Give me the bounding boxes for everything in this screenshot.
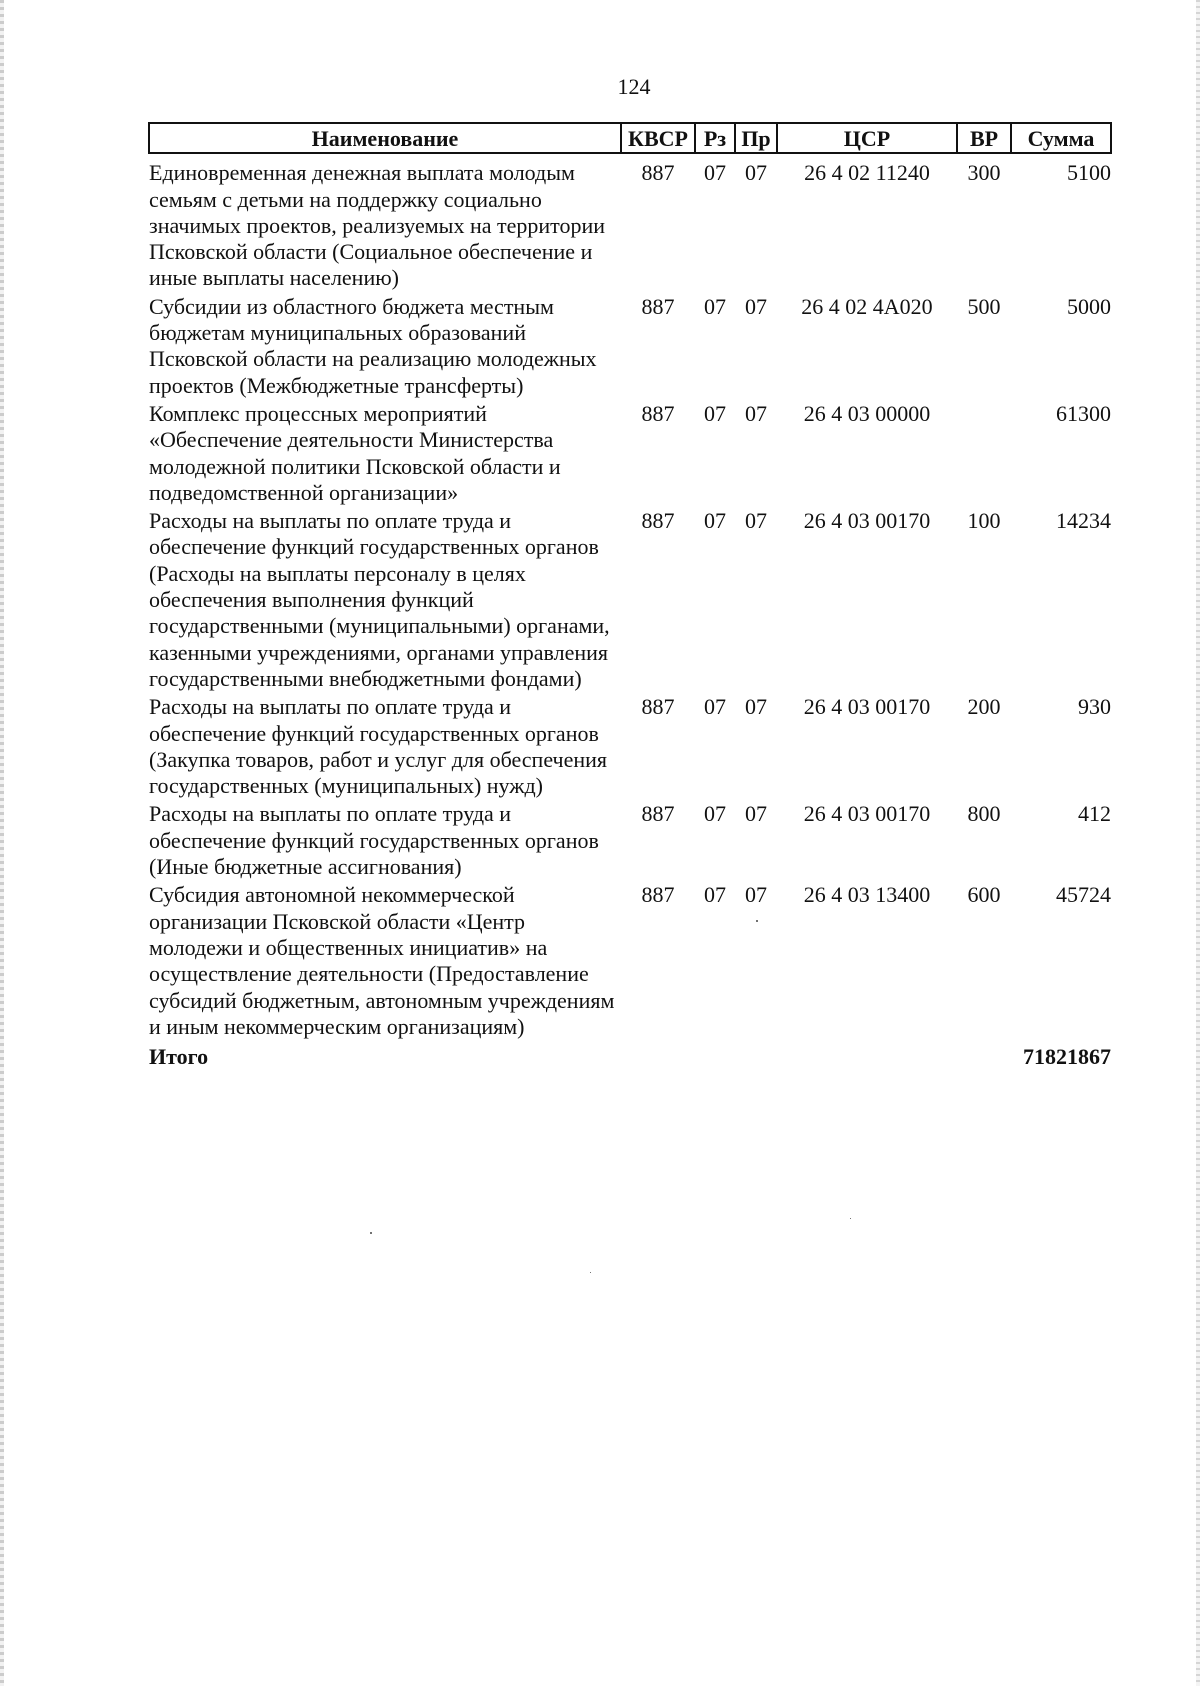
row-sum: 45724 (1056, 882, 1111, 908)
row-csr: 26 4 03 00170 (803, 694, 931, 720)
header-kvsr: КВСР (621, 123, 695, 153)
table-header-row (149, 123, 1111, 153)
row-vr: 600 (967, 882, 1001, 908)
row-vr (957, 399, 1011, 506)
row-kvsr: 887 (641, 694, 675, 720)
row-vr: 800 (967, 801, 1001, 827)
row-vr: 100 (967, 508, 1001, 534)
row-pr: 07 (745, 882, 767, 908)
row-name: Субсидии из областного бюджета местным бюджетам муниципальных образований Псковской области на реализацию молодежных проектов (Межбюджетные трансферты) (149, 293, 597, 398)
row-kvsr: 887 (641, 293, 675, 319)
table-row (149, 399, 1111, 506)
total-empty-cell (777, 1040, 957, 1070)
row-name: Расходы на выплаты по оплате труда и обеспечение функций государственных органов (Расходы на выплаты персоналу в целях обеспечения выполнения функций государственными (муниципальными) органами, казенными учреждениями, органами управления государственными внебюджетными фондами) (149, 508, 610, 691)
row-pr: 07 (745, 694, 767, 720)
total-empty-cell (695, 1040, 735, 1070)
row-vr: 200 (967, 694, 1001, 720)
total-row (149, 1040, 1111, 1070)
table-row (149, 692, 1111, 799)
row-name: Расходы на выплаты по оплате труда и обеспечение функций государственных органов (Закупка товаров, работ и услуг для обеспечения государственных (муниципальных) нужд) (149, 694, 608, 799)
row-name: Комплекс процессных мероприятий «Обеспечение деятельности Министерства молодежной политики Псковской области и подведомственной организации» (149, 400, 561, 505)
row-sum: 5000 (1067, 293, 1111, 319)
table-row (149, 799, 1111, 880)
table-row (149, 880, 1111, 1040)
page-number: 124 (617, 74, 651, 99)
row-pr: 07 (745, 293, 767, 319)
header-rz: Рз (695, 123, 735, 153)
row-kvsr: 887 (641, 801, 675, 827)
header-csr: ЦСР (777, 123, 957, 153)
row-pr: 07 (745, 508, 767, 534)
row-sum: 5100 (1067, 160, 1111, 186)
row-vr: 300 (967, 160, 1001, 186)
total-empty-cell (957, 1040, 1011, 1070)
row-csr: 26 4 02 11240 (804, 160, 930, 186)
row-kvsr: 887 (641, 400, 675, 426)
total-empty-cell (621, 1040, 695, 1070)
row-rz: 07 (704, 160, 726, 186)
scan-speck (850, 1218, 851, 1219)
header-name: Наименование (149, 123, 621, 153)
row-kvsr: 887 (641, 508, 675, 534)
budget-table (148, 122, 1112, 1070)
total-sum: 71821867 (1023, 1044, 1111, 1070)
row-rz: 07 (704, 508, 726, 534)
total-label: Итого (149, 1044, 209, 1070)
row-pr: 07 (745, 801, 767, 827)
row-sum: 412 (1078, 801, 1111, 827)
row-csr: 26 4 03 00170 (803, 801, 931, 827)
scan-speck (370, 1232, 372, 1234)
total-empty-cell (735, 1040, 777, 1070)
row-csr: 26 4 03 13400 (803, 882, 931, 908)
header-pr: Пр (735, 123, 777, 153)
scan-edge-right (1196, 0, 1200, 1686)
scan-speck (756, 920, 758, 922)
row-vr: 500 (967, 293, 1001, 319)
scan-edge-left (0, 0, 4, 1686)
row-csr: 26 4 03 00170 (803, 508, 931, 534)
row-name: Расходы на выплаты по оплате труда и обеспечение функций государственных органов (Иные бюджетные ассигнования) (149, 801, 599, 880)
scan-speck (590, 1272, 591, 1273)
row-kvsr: 887 (641, 882, 675, 908)
row-rz: 07 (704, 694, 726, 720)
row-sum: 930 (1078, 694, 1111, 720)
row-csr: 26 4 02 4А020 (801, 293, 933, 319)
row-rz: 07 (704, 882, 726, 908)
row-name: Единовременная денежная выплата молодым семьям с детьми на поддержку социально значимых проектов, реализуемых на территории Псковской области (Социальное обеспечение и иные выплаты населению) (149, 160, 606, 291)
row-sum: 61300 (1056, 400, 1111, 426)
table-row (149, 506, 1111, 692)
table-row (149, 153, 1111, 291)
row-sum: 14234 (1056, 508, 1111, 534)
header-sum: Сумма (1011, 123, 1111, 153)
row-rz: 07 (704, 801, 726, 827)
row-rz: 07 (704, 400, 726, 426)
row-kvsr: 887 (641, 160, 675, 186)
row-pr: 07 (745, 400, 767, 426)
row-name: Субсидия автономной некоммерческой организации Псковской области «Центр молодежи и общественных инициатив» на осуществление деятельности (Предоставление субсидий бюджетным, автономным учреждениям и иным некоммерческим организациям) (149, 882, 615, 1039)
row-pr: 07 (745, 160, 767, 186)
row-rz: 07 (704, 293, 726, 319)
table-row (149, 292, 1111, 399)
header-vr: ВР (957, 123, 1011, 153)
row-csr: 26 4 03 00000 (803, 400, 931, 426)
